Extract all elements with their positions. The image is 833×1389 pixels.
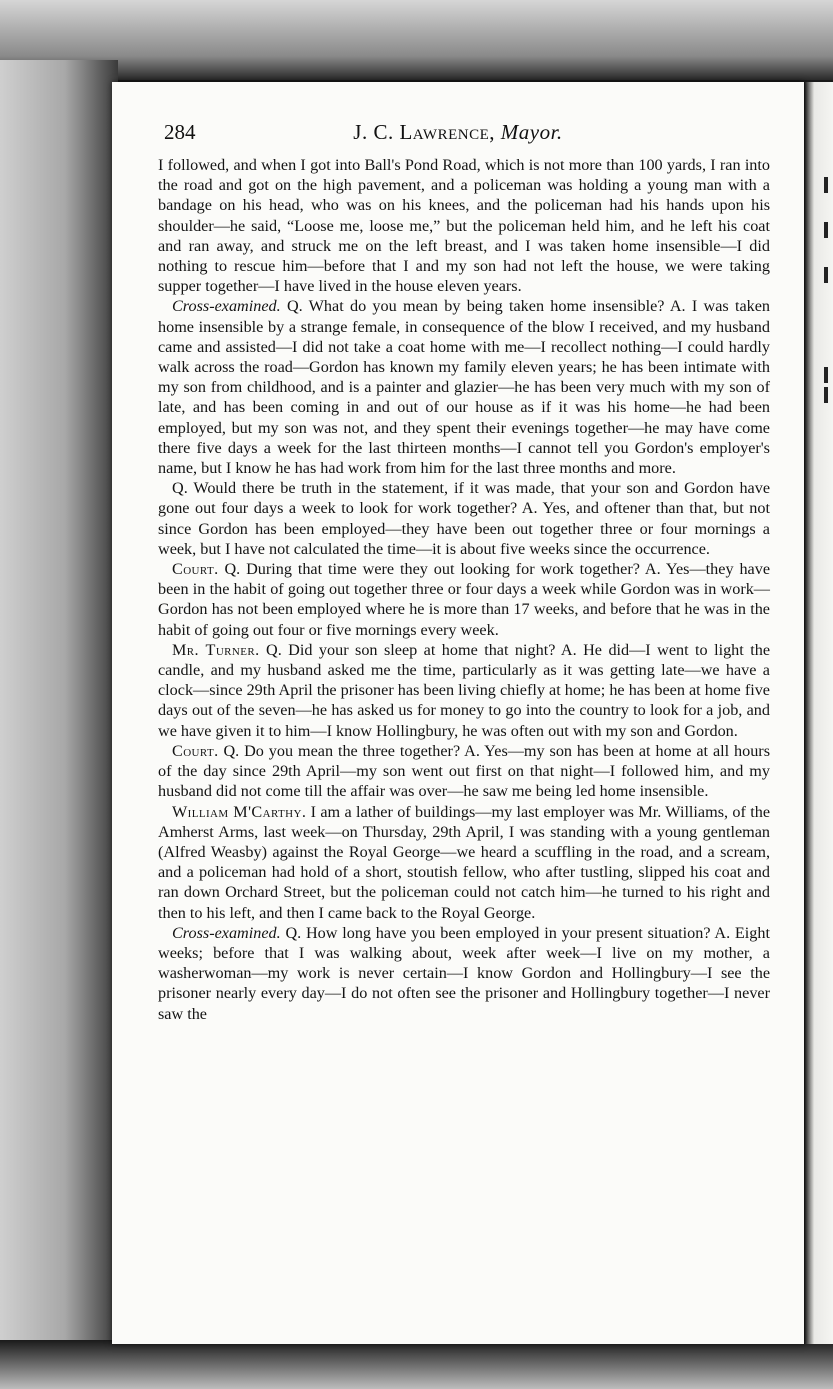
facing-page-edge <box>804 82 833 1344</box>
facing-page-glyph <box>824 367 828 383</box>
paragraph-lead: Cross-examined. <box>172 297 281 316</box>
paragraph-text: Q. Do you mean the three together? A. Yes—my son has been at home at all hours of the day since 29th April—my son went out first on that night—I followed him, and my husband did not come till the affair was over—he saw me being led home insensible. <box>158 741 770 801</box>
paragraph-text: I followed, and when I got into Ball's Pond Road, which is not more than 100 yards, I ran into the road and got on the high pavement, and a policeman was holding a young man with a bandage on his head, who was on his knees, and the policeman had his hands upon his shoulder—he said, “Loose me, loose me,” but the policeman held him, and he left his coat and ran away, and struck me on the left breast, and I was taken home insensible—I did nothing to rescue him—before that I and my son had not left the house, we were taking supper together—I have lived in the house eleven years. <box>158 156 770 296</box>
page-body <box>158 155 770 1024</box>
paragraph-text: I am a lather of buildings—my last employer was Mr. Williams, of the Amherst Arms, last week—on Thursday, 29th April, I was standing with a young gentleman (Alfred Weasby) against the Royal George—we heard a scuffling in the road, and a scream, and a policeman had hold of a short, stoutish fellow, who after tustling, slipped his coat and ran down Orchard Street, but the policeman could not catch him—he turned to his right and then to his left, and then I came back to the Royal George. <box>158 802 770 922</box>
facing-page-glyph <box>824 267 828 283</box>
paragraph-lead: Mr. Turner. <box>172 640 260 659</box>
running-head-title: Mayor. <box>500 120 563 144</box>
page-header <box>112 120 804 150</box>
paragraph <box>158 802 770 923</box>
paragraph-lead: Cross-examined. <box>172 923 281 942</box>
paragraph <box>158 640 770 741</box>
paragraph <box>158 923 770 1024</box>
paragraph-lead: William M'Carthy. <box>172 802 307 821</box>
paragraph <box>158 296 770 478</box>
scan-bottom-margin <box>0 1340 833 1389</box>
facing-page-glyph <box>824 387 828 403</box>
paragraph-text: Q. During that time were they out looking for work together? A. Yes—they have been in the habit of going out together three or four days a week while Gordon was in work—Gordon has not been employed where he is more than 17 weeks, and before that he was in the habit of going out four or five mornings every week. <box>158 560 770 639</box>
paragraph-text: Q. Would there be truth in the statement, if it was made, that your son and Gordon have gone out four days a week to look for work together? A. Yes, and oftener than that, but not since Gordon has been employed—they have been out together three or four mornings a week, but I have not calculated the time—it is about five weeks since the occurrence. <box>158 479 770 558</box>
paragraph <box>158 741 770 802</box>
book-page <box>112 82 804 1344</box>
facing-page-glyph <box>824 177 828 193</box>
page-number: 284 <box>164 120 196 144</box>
paragraph <box>158 559 770 640</box>
book-page-edges <box>0 60 118 1350</box>
paragraph <box>158 155 770 296</box>
facing-page-glyph <box>824 222 828 238</box>
running-head-name: J. C. Lawrence, <box>353 120 496 144</box>
paragraph-text: Q. Did your son sleep at home that night? A. He did—I went to light the candle, and my husband asked me the time, particularly as it was getting late—we have a clock—since 29th April the prisoner has been living chiefly at home; he has been at home five days out of the seven—he has asked us for money to go into the country to look for a job, and we have given it to him—I know Hollingbury, he was often out with my son and Gordon. <box>158 640 770 740</box>
running-head <box>112 120 804 145</box>
paragraph <box>158 478 770 559</box>
scan-top-margin <box>0 0 833 80</box>
paragraph-lead: Court. <box>172 741 219 760</box>
paragraph-lead: Court. <box>172 560 219 579</box>
paragraph-text: Q. What do you mean by being taken home insensible? A. I was taken home insensible by a strange female, in consequence of the blow I received, and my husband came and assisted—I did not take a coat home with me—I recollect nothing—I could hardly walk across the road—Gordon has known my family eleven years; he has been intimate with my son from childhood, and is a painter and glazier—he has been very much with my son of late, and has been coming in and out of our house as if it was his home—he had been employed, but my son was not, and they spent their evenings together—he may have come there five days a week for the last thirteen months—I cannot tell you Gordon's employer's name, but I know he has had work from him for the last three months and more. <box>158 297 770 478</box>
paragraph-text: Q. How long have you been employed in your present situation? A. Eight weeks; before that I was walking about, week after week—I live on my mother, a washerwoman—my work is never certain—I know Gordon and Hollingbury—I see the prisoner nearly every day—I do not often see the prisoner and Hollingbury together—I never saw the <box>158 923 770 1023</box>
